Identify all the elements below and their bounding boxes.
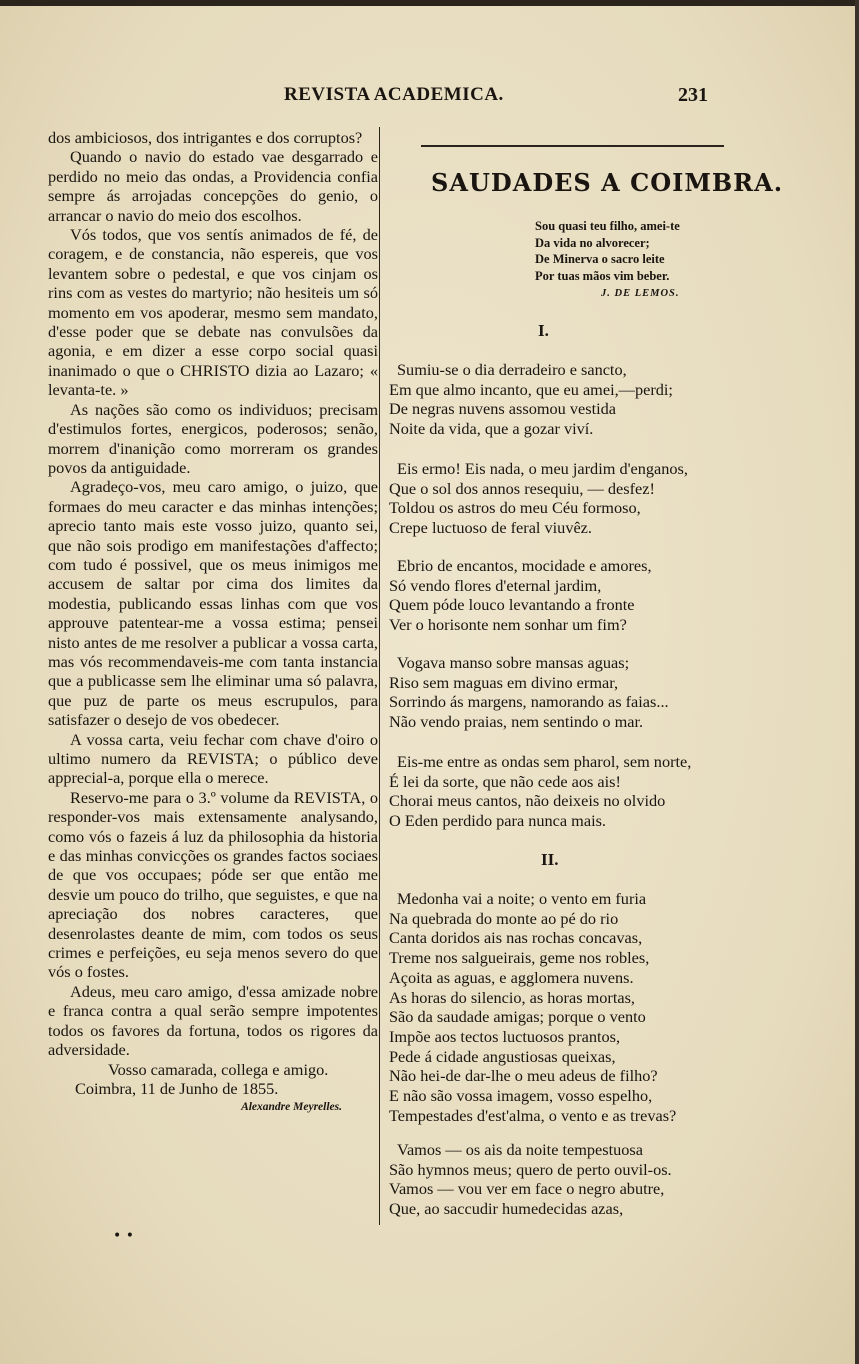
verse-line: O Eden perdido para nunca mais. bbox=[389, 811, 607, 831]
verse-line: Toldou os astros do meu Céu formoso, bbox=[389, 498, 641, 518]
verse-line: Sorrindo ás margens, namorando as faias... bbox=[389, 692, 669, 712]
epigraph-line: Sou quasi teu filho, amei-te bbox=[535, 219, 680, 233]
verse-line: Quem póde louco levantando a fronte bbox=[389, 595, 635, 615]
verse-line: Não hei-de dar-lhe o meu adeus de filho? bbox=[389, 1066, 658, 1086]
page-header bbox=[0, 84, 859, 114]
paragraph: Vós todos, que vos sentís animados de fé, de coragem, e de constancia, não espereis, que vos levantem sobre o pedestal, e que vos cinjam os rins com as vestes do martyrio; não hesiteis um só momento em vos apoderar, mesmo sem mandato, d'esse poder que se debate nas convulsões da agonia, e em dizer a esse corpo social quasi inanimado o que o CHRISTO dizia ao Lazaro; « levanta-te. » bbox=[48, 225, 378, 400]
stanza bbox=[389, 1140, 724, 1219]
verse-line: As horas do silencio, as horas mortas, bbox=[389, 987, 635, 1007]
verse-line: E não são vossa imagem, vosso espelho, bbox=[389, 1086, 653, 1106]
section-number: II. bbox=[541, 850, 559, 869]
verse-line: Riso sem maguas em divino ermar, bbox=[389, 672, 619, 692]
stanza bbox=[389, 889, 724, 1125]
verse-line: Vamos — os ais da noite tempestuosa bbox=[397, 1140, 643, 1159]
verse-line: Vamos — vou ver em face o negro abutre, bbox=[389, 1179, 665, 1199]
verse-line: Só vendo flores d'eternal jardim, bbox=[389, 575, 602, 595]
epigraph bbox=[535, 218, 680, 284]
verse-line: Ebrio de encantos, mocidade e amores, bbox=[397, 556, 652, 575]
signature: Alexandre Meyrelles. bbox=[241, 1101, 342, 1114]
verse-line: Sumiu-se o dia derradeiro e sancto, bbox=[397, 360, 627, 379]
epigraph-author: J. DE LEMOS. bbox=[601, 288, 680, 299]
top-edge bbox=[0, 0, 859, 6]
stanza bbox=[389, 459, 724, 538]
verse-line: Vogava manso sobre mansas aguas; bbox=[397, 653, 630, 672]
stanza bbox=[389, 360, 724, 439]
verse-line: Que o sol dos annos resequiu, — desfez! bbox=[389, 478, 655, 498]
verse-line: Ver o horisonte nem sonhar um fim? bbox=[389, 615, 627, 635]
verse-line: São da saudade amigas; porque o vento bbox=[389, 1007, 646, 1027]
section-number: I. bbox=[538, 321, 549, 340]
stanza bbox=[389, 653, 724, 732]
verse-line: Treme nos salgueirais, geme nos robles, bbox=[389, 948, 650, 968]
verse-line: Eis ermo! Eis nada, o meu jardim d'enganos, bbox=[397, 459, 688, 478]
epigraph-line: Da vida no alvorecer; bbox=[535, 235, 650, 250]
paragraph: Agradeço-vos, meu caro amigo, o juizo, que formaes do meu caracter e das minhas intenções; aprecio tanto mais este vosso juizo, quanto sei, que não sois prodigo em manifestações d'affecto; com tudo é possivel, que os meus inimigos me accusem de saltar por cima dos limites da modestia, publicando essas linhas com que vos approuve patentear-me a vossa estima; pensei nisto antes de me resolver a publicar a vossa carta, mas vós recommendaveis-me com tanta instancia que a publicasse sem lhe eliminar uma só palavra, que puz de parte os meus escrupulos, para satisfazer o desejo de vos obedecer. bbox=[48, 477, 378, 730]
epigraph-line: De Minerva o sacro leite bbox=[535, 252, 665, 266]
verse-line: Pede á cidade angustiosas queixas, bbox=[389, 1046, 616, 1066]
paragraph: As nações são como os individuos; precisam d'estimulos fortes, energicos, poderosos; senão, morrem d'inanição como morreram os grandes povos da antiguidade. bbox=[48, 399, 378, 477]
verse-line: De negras nuvens assomou vestida bbox=[389, 399, 616, 419]
left-column bbox=[48, 128, 378, 1118]
verse-line: Canta doridos ais nas rochas concavas, bbox=[389, 928, 643, 948]
verse-line: Açoita as aguas, e agglomera nuvens. bbox=[389, 967, 634, 987]
epigraph-line: Por tuas mãos vim beber. bbox=[535, 268, 670, 283]
paragraph: Quando o navio do estado vae desgarrado e perdido no meio das ondas, a Providencia confia sempre ás arrojadas concepções do genio, o arrancar o navio do meio dos escolhos. bbox=[48, 147, 378, 225]
dateline: Coimbra, 11 de Junho de 1855. bbox=[75, 1078, 279, 1098]
verse-line: É lei da sorte, que não cede aos ais! bbox=[389, 771, 621, 791]
verse-line: Chorai meus cantos, não deixeis no olvido bbox=[389, 791, 666, 811]
paragraph: dos ambiciosos, dos intrigantes e dos corruptos? bbox=[48, 128, 363, 147]
verse-line: Tempestades d'est'alma, o vento e as trevas? bbox=[389, 1105, 677, 1125]
verse-line: Eis-me entre as ondas sem pharol, sem norte, bbox=[397, 752, 692, 771]
closing-line: Vosso camarada, collega e amigo. bbox=[108, 1059, 329, 1079]
paragraph: Reservo-me para o 3.º volume da REVISTA, o responder-vos mais extensamente analysando, como vós o fazeis á luz da philosophia da historia e das minhas convicções os grandes factos sociaes de que vos occupaes; póde ser que então me desvie um pouco do trilho, que seguistes, e que na apreciação dos nobres caracteres, que desenrolastes deante de mim, com todos os seus crimes e perfeições, eu seja menos severo do que vós o fostes. bbox=[48, 787, 378, 982]
stanza bbox=[389, 752, 724, 831]
column-divider bbox=[379, 127, 380, 1225]
paragraph: Adeus, meu caro amigo, d'essa amizade nobre e franca contra a qual serão sempre impotentes todos os favores da fortuna, todos os rigores da adversidade. bbox=[48, 981, 378, 1060]
verse-line: Medonha vai a noite; o vento em furia bbox=[397, 889, 647, 908]
paragraph: A vossa carta, veiu fechar com chave d'oiro o ultimo numero da REVISTA; o público deve apprecial-a, porque ella o merece. bbox=[48, 729, 378, 788]
stanza bbox=[389, 556, 724, 635]
right-edge bbox=[855, 0, 859, 1364]
verse-line: Noite da vida, que a gozar viví. bbox=[389, 419, 594, 439]
verse-line: Em que almo incanto, que eu amei,—perdi; bbox=[389, 379, 673, 399]
verse-line: Na quebrada do monte ao pé do rio bbox=[389, 908, 619, 928]
verse-line: São hymnos meus; quero de perto ouvil-os. bbox=[389, 1159, 672, 1179]
verse-line: Não vendo praias, nem sentindo o mar. bbox=[389, 712, 644, 732]
page-number: 231 bbox=[678, 84, 708, 106]
verse-line: Crepe luctuoso de feral viuvêz. bbox=[389, 518, 592, 538]
poem-title: SAUDADES A COIMBRA. bbox=[431, 168, 784, 197]
verse-line: Que, ao saccudir humedecidas azas, bbox=[389, 1199, 624, 1219]
title-rule bbox=[421, 145, 724, 147]
verse-line: Impõe aos tectos luctuosos prantos, bbox=[389, 1026, 621, 1046]
ornament-dots: • • bbox=[113, 1228, 134, 1244]
running-title: REVISTA ACADEMICA. bbox=[284, 84, 504, 105]
